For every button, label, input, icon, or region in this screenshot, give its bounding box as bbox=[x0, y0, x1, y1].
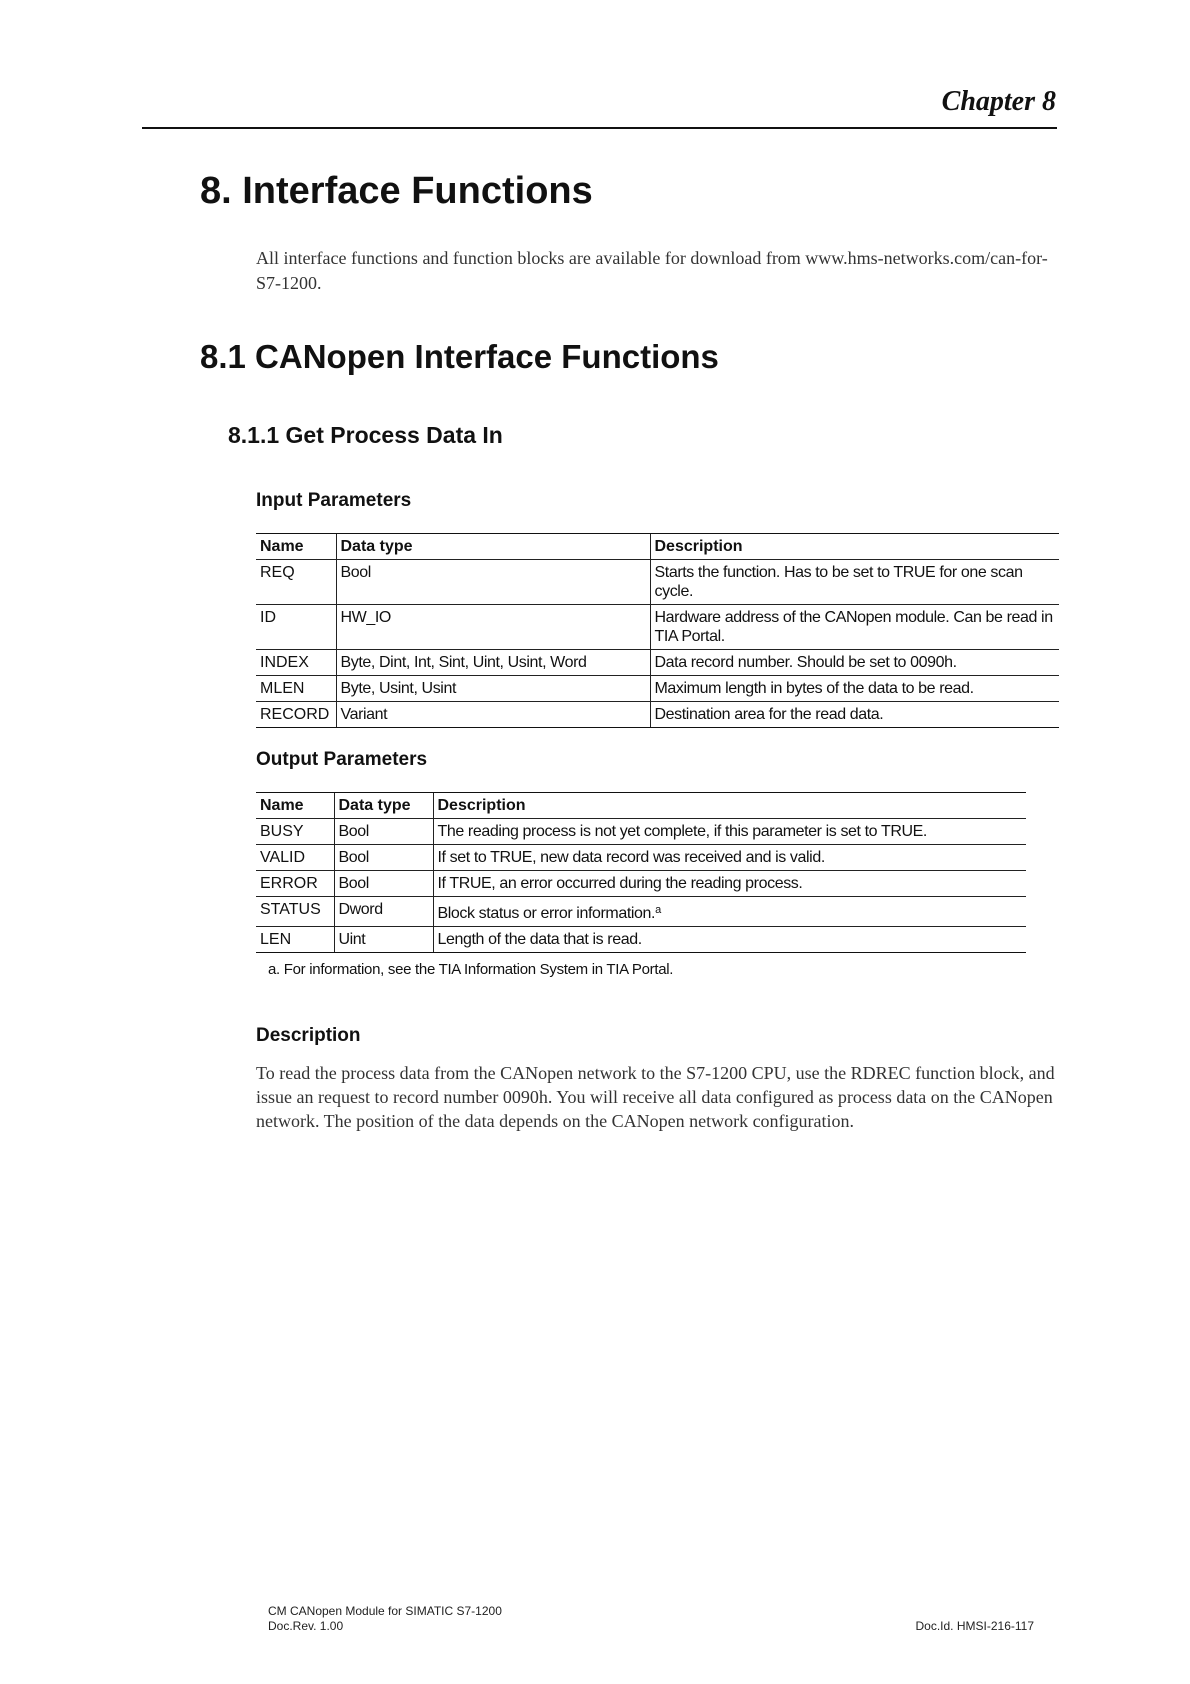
output-parameters-table bbox=[256, 792, 1026, 953]
param-type: Uint bbox=[334, 927, 433, 953]
param-name: REQ bbox=[256, 560, 336, 605]
table-row bbox=[256, 605, 1059, 650]
table-footnote: a. For information, see the TIA Information System in TIA Portal. bbox=[268, 961, 674, 978]
subsection-title: 8.1.1 Get Process Data In bbox=[228, 422, 503, 448]
column-header: Name bbox=[256, 534, 336, 560]
param-description: Data record number. Should be set to 0090h. bbox=[650, 650, 1059, 676]
param-description bbox=[433, 897, 1026, 927]
param-name: LEN bbox=[256, 927, 334, 953]
column-header: Data type bbox=[334, 793, 433, 819]
param-description: Maximum length in bytes of the data to be read. bbox=[650, 676, 1059, 702]
header-rule bbox=[142, 127, 1057, 129]
param-type: HW_IO bbox=[336, 605, 650, 650]
param-type: Bool bbox=[334, 819, 433, 845]
column-header: Description bbox=[650, 534, 1059, 560]
param-description: The reading process is not yet complete, if this parameter is set to TRUE. bbox=[433, 819, 1026, 845]
table-row bbox=[256, 560, 1059, 605]
table-header-row bbox=[256, 534, 1059, 560]
param-name: MLEN bbox=[256, 676, 336, 702]
table-row bbox=[256, 927, 1026, 953]
table-row bbox=[256, 897, 1026, 927]
footnote-marker: a bbox=[655, 904, 661, 916]
param-description-text: Block status or error information. bbox=[437, 905, 656, 922]
footer-product: CM CANopen Module for SIMATIC S7-1200 bbox=[268, 1604, 502, 1618]
table-row bbox=[256, 819, 1026, 845]
column-header: Name bbox=[256, 793, 334, 819]
table-row bbox=[256, 702, 1059, 728]
param-type: Bool bbox=[334, 845, 433, 871]
table-header-row bbox=[256, 793, 1026, 819]
param-name: RECORD bbox=[256, 702, 336, 728]
param-description: Starts the function. Has to be set to TRUE for one scan cycle. bbox=[650, 560, 1059, 605]
table-row bbox=[256, 676, 1059, 702]
section-title: 8.1 CANopen Interface Functions bbox=[200, 338, 719, 375]
param-description: Hardware address of the CANopen module. Can be read in TIA Portal. bbox=[650, 605, 1059, 650]
param-description: If set to TRUE, new data record was received and is valid. bbox=[433, 845, 1026, 871]
input-parameters-heading: Input Parameters bbox=[256, 490, 412, 511]
page-title: 8. Interface Functions bbox=[200, 170, 593, 212]
input-parameters-table bbox=[256, 533, 1059, 728]
param-type: Bool bbox=[334, 871, 433, 897]
param-type: Byte, Dint, Int, Sint, Uint, Usint, Word bbox=[336, 650, 650, 676]
param-name: ERROR bbox=[256, 871, 334, 897]
intro-paragraph: All interface functions and function blocks are available for download from www.hms-networks.com/can-for-S7-1200. bbox=[256, 248, 1048, 293]
param-type: Variant bbox=[336, 702, 650, 728]
param-type: Bool bbox=[336, 560, 650, 605]
param-description: Destination area for the read data. bbox=[650, 702, 1059, 728]
param-type: Dword bbox=[334, 897, 433, 927]
param-type: Byte, Usint, Usint bbox=[336, 676, 650, 702]
chapter-label: Chapter 8 bbox=[941, 86, 1056, 117]
param-description: If TRUE, an error occurred during the reading process. bbox=[433, 871, 1026, 897]
param-description: Length of the data that is read. bbox=[433, 927, 1026, 953]
description-heading: Description bbox=[256, 1025, 361, 1046]
table-row bbox=[256, 650, 1059, 676]
column-header: Description bbox=[433, 793, 1026, 819]
param-name: VALID bbox=[256, 845, 334, 871]
footer-doc-id: Doc.Id. HMSI-216-117 bbox=[915, 1619, 1034, 1633]
param-name: INDEX bbox=[256, 650, 336, 676]
output-parameters-heading: Output Parameters bbox=[256, 749, 428, 770]
param-name: ID bbox=[256, 605, 336, 650]
param-name: BUSY bbox=[256, 819, 334, 845]
footer-left bbox=[268, 1604, 502, 1634]
column-header: Data type bbox=[336, 534, 650, 560]
description-paragraph: To read the process data from the CANopen network to the S7-1200 CPU, use the RDREC function block, and issue an request to record number 0090h. You will receive all data configured as process data on the CANopen network. The position of the data depends on the CANopen network configuration. bbox=[256, 1063, 1055, 1131]
table-row bbox=[256, 845, 1026, 871]
footer-revision: Doc.Rev. 1.00 bbox=[268, 1619, 344, 1633]
table-row bbox=[256, 871, 1026, 897]
param-name: STATUS bbox=[256, 897, 334, 927]
